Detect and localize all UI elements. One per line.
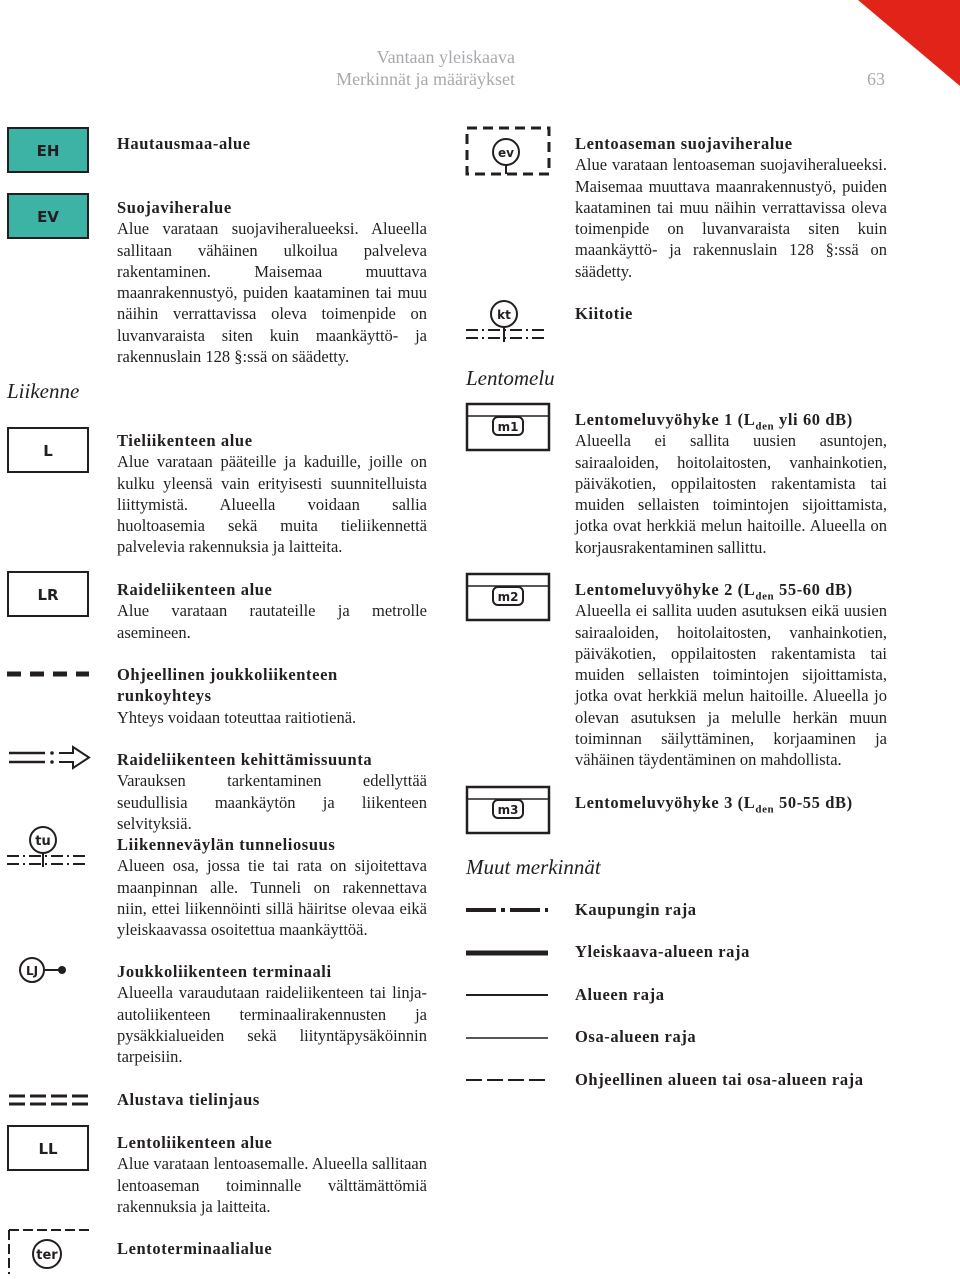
ev-symbol [7, 193, 89, 239]
lj-symbol [18, 956, 70, 986]
ter-symbol-label: ter [36, 1248, 58, 1263]
entry-kehittamissuunta [117, 749, 427, 834]
entry-title: Alueen raja [575, 985, 665, 1004]
kt-symbol-label: kt [497, 308, 511, 322]
m3-symbol-label: m3 [497, 803, 519, 817]
entry-joukkoliikenne [117, 664, 427, 728]
page-number: 63 [867, 69, 885, 89]
document-title: Vantaan yleiskaava [376, 47, 515, 67]
m1-symbol [466, 403, 550, 451]
entry-tielinjaus [117, 1089, 427, 1110]
entry-title: Tieliikenteen alue [117, 431, 253, 450]
document-subtitle: Merkinnät ja määräykset [336, 69, 515, 89]
entry-description: Alue varataan lentoaseman suojaviheralueeksi. Maisemaa muuttava maanrakennustyö, puiden kaataminen tai muu näihin verrattavissa oleva toimenpide on luvanvaraista siten kuin maankäyttö- ja rakennuslain 128 §:ssä on säädetty. [575, 155, 887, 281]
entry-terminaali [117, 961, 427, 1067]
entry-title: Ohjeellinen alueen tai osa-alueen raja [575, 1070, 864, 1089]
section-title-liikenne: Liikenne [7, 379, 80, 403]
entry-title: Alustava tielinjaus [117, 1090, 260, 1109]
entry-tunneliosuus [117, 834, 427, 940]
entry-description: Alue varataan pääteille ja kaduille, joille on kulku yleensä vain erityisesti suunnitelluista liittymistä. Alueella voidaan sallia huoltoasemia sekä muita tieliikennettä palvelevia rakennuksia ja laitteita. [117, 452, 427, 557]
tu-symbol-label: tu [35, 834, 51, 849]
eh-symbol-label: EH [36, 142, 60, 160]
entry-tieliikenne [117, 430, 427, 558]
entry-lentomelu-3 [575, 792, 887, 816]
entry-title: Osa-alueen raja [575, 1027, 697, 1046]
page-header [336, 46, 515, 90]
ter-symbol [7, 1228, 89, 1276]
section-title-muut: Muut merkinnät [466, 855, 601, 879]
l-symbol-label: L [43, 442, 53, 460]
ev-circle-symbol [466, 127, 550, 177]
entry-title: Lentomeluvyöhyke 2 ($L_{den}$ 55-60 dB) [575, 580, 853, 603]
entry-title: Yleiskaava-alueen raja [575, 942, 750, 961]
alueen-raja-line [466, 989, 548, 1001]
entry-yleiskaava-raja [575, 941, 887, 962]
entry-lentomelu-2 [575, 579, 887, 771]
entry-title: Lentomeluvyöhyke 1 ($L_{den}$ yli 60 dB) [575, 410, 853, 433]
entry-lentoterminaali [117, 1238, 427, 1259]
entry-lentomelu-1 [575, 409, 887, 558]
entry-title: Lentoaseman suojaviheralue [575, 134, 793, 153]
ll-symbol-label: LL [38, 1140, 58, 1158]
entry-title: Kiitotie [575, 304, 633, 323]
entry-description: Alue varataan suojaviheralueeksi. Alueella sallitaan vähäinen ulkoilua palveleva rakentaminen. Maisemaa muuttava maanrakennustyö, puiden kaataminen tai muu näihin verrattavissa oleva toimenpide on luvanvaraista siten kuin maankäyttö- ja rakennuslain 128 §:ssä on säädetty. [117, 219, 427, 367]
l-symbol [7, 427, 89, 473]
entry-raideliikenne [117, 579, 427, 643]
ohjeellinen-raja-line [466, 1074, 548, 1086]
osa-alueen-raja-line [466, 1032, 548, 1044]
entry-description: Alueella ei sallita uuden asutuksen eikä uusien sairaaloiden, hoitolaitosten, vanhainkotien, päiväkotien, oppilaitosten rakentamista tai muiden sellaisten toimintojen sijoittamista, jotka ovat herkkiä melun haitoille. Alueella jo olevan asutuksen ja melulle herkän muun toiminnan säilyttäminen, korjaaminen ja vähäinen täydentäminen on mahdollista. [575, 601, 887, 770]
tu-symbol [7, 826, 89, 870]
entry-title: Ohjeellinen joukkoliikenteen runkoyhteys [117, 665, 338, 706]
entry-lentoliikenne [117, 1132, 427, 1217]
eh-symbol [7, 127, 89, 173]
entry-hautausmaa [117, 133, 427, 154]
entry-description: Varauksen tarkentaminen edellyttää seudullisia maankäytön ja liikenteen selvityksiä. [117, 771, 427, 833]
entry-kaupungin-raja [575, 899, 887, 920]
kaupungin-raja-line [466, 904, 548, 916]
entry-suojaviheralue [117, 197, 427, 367]
entry-description: Alueella varaudutaan raideliikenteen tai linja-autoliikenteen terminaalirakennusten ja pysäkkialueiden sekä liityntäpysäköinnin tarpeisiin. [117, 983, 427, 1067]
entry-title: Hautausmaa-alue [117, 134, 251, 153]
entry-ohjeellinen-raja [575, 1069, 915, 1090]
entry-alueen-raja [575, 984, 887, 1005]
entry-title: Raideliikenteen kehittämissuunta [117, 750, 373, 769]
entry-title: Kaupungin raja [575, 900, 697, 919]
kt-symbol [466, 298, 550, 344]
entry-description: Alue varataan rautateille ja metrolle asemineen. [117, 601, 427, 642]
m3-symbol [466, 786, 550, 834]
entry-osa-alueen-raja [575, 1026, 887, 1047]
entry-description: Yhteys voidaan toteuttaa raitiotienä. [117, 707, 357, 727]
entry-description: Alueen osa, jossa tie tai rata on sijoitettava maanpinnan alle. Tunneli on rakennettava niin, ettei liikennöinti sillä häiritse olevaa eikä yleiskaavassa osoitettua maankäyttöä. [117, 856, 427, 940]
entry-title: Liikenneväylän tunneliosuus [117, 835, 336, 854]
arrow-symbol [7, 745, 91, 771]
entry-title: Lentoterminaalialue [117, 1239, 273, 1258]
entry-title: Suojaviheralue [117, 198, 232, 217]
m2-symbol-label: m2 [497, 590, 519, 604]
double-dashed-symbol [9, 1091, 91, 1109]
lj-symbol-label: LJ [25, 964, 39, 978]
m1-symbol-label: m1 [497, 420, 519, 434]
entry-title: Lentoliikenteen alue [117, 1133, 273, 1152]
entry-title: Raideliikenteen alue [117, 580, 273, 599]
section-title-lentomelu: Lentomelu [466, 366, 555, 390]
ev-symbol-label: EV [37, 208, 59, 226]
ev-circle-label: ev [498, 146, 514, 160]
entry-description: Alue varataan lentoasemalle. Alueella sallitaan lentoaseman toiminnalle välttämättömiä rakennuksia ja laitteita. [117, 1154, 427, 1216]
dashed-line-symbol [7, 667, 89, 681]
entry-title: Joukkoliikenteen terminaali [117, 962, 332, 981]
entry-lentoaseman-suojaviheralue [575, 133, 887, 282]
entry-kiitotie [575, 303, 887, 324]
entry-description: Alueella ei sallita uusien asuntojen, sairaaloiden, hoitolaitosten, vanhainkotien, päiväkotien, oppilaitosten rakentamista tai muiden sellaisten toimintojen sijoittamista, jotka ovat herkkiä melun haitoille. Alueella on korjausrakentaminen sallittu. [575, 431, 887, 557]
m2-symbol [466, 573, 550, 621]
yleiskaava-raja-line [466, 947, 548, 959]
entry-title: Lentomeluvyöhyke 3 ($L_{den}$ 50-55 dB) [575, 793, 853, 816]
lr-symbol-label: LR [37, 586, 59, 604]
ll-symbol [7, 1125, 89, 1171]
lr-symbol [7, 571, 89, 617]
